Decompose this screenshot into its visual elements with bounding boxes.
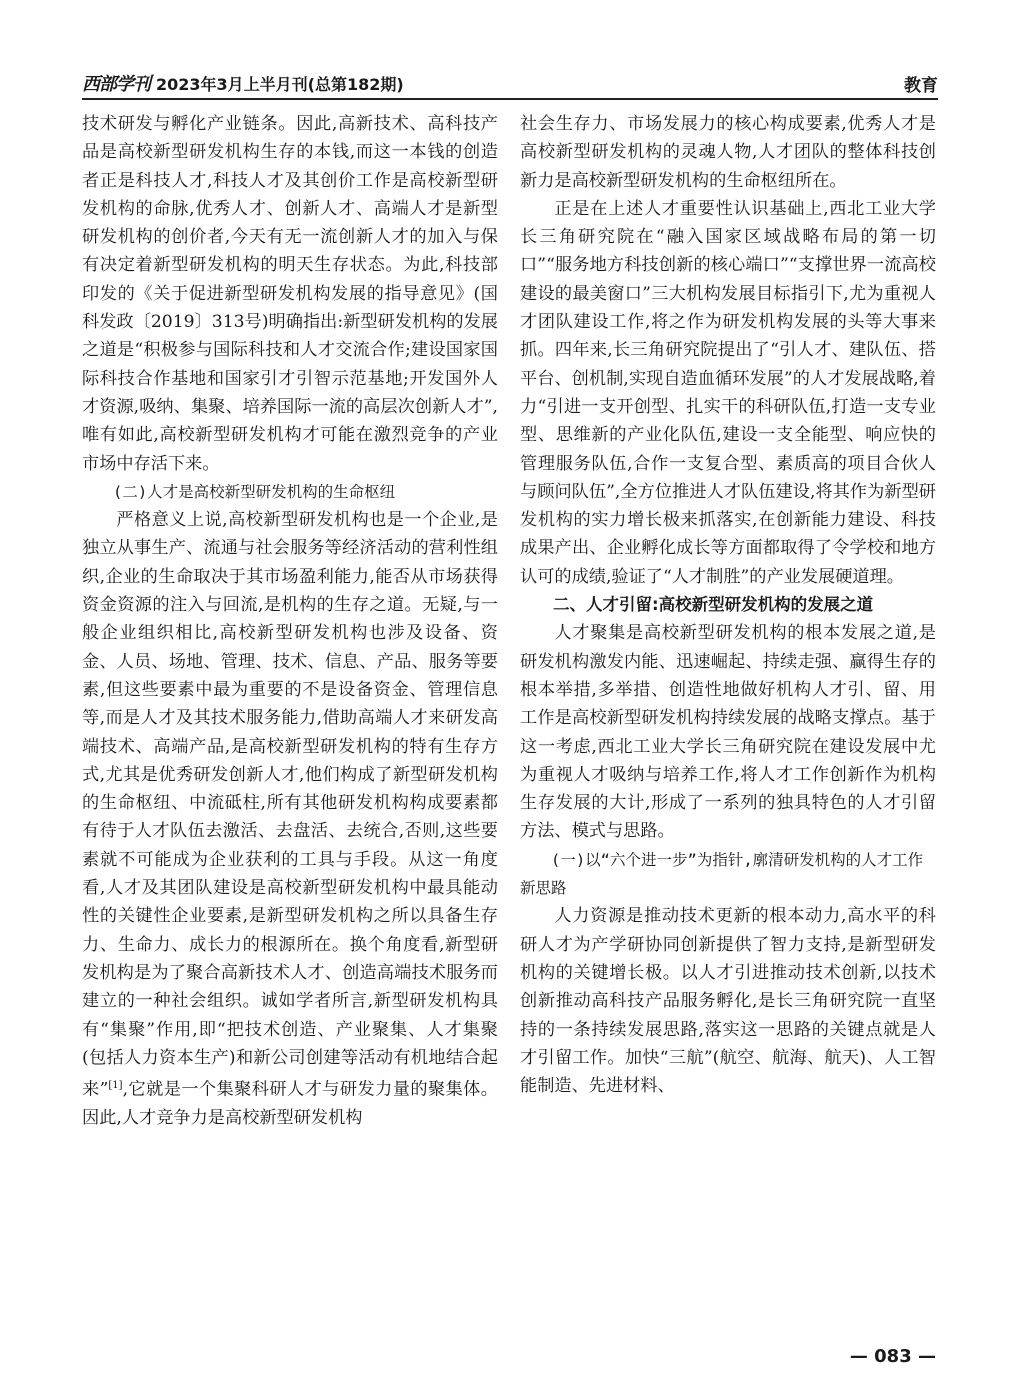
- issue-info: 2023年3月上半月刊(总第182期): [156, 74, 404, 94]
- page-header: [82, 68, 938, 100]
- paragraph-text: 人力资源是推动技术更新的根本动力,高水平的科研人才为产学研协同创新提供了智力支持,是新型研发机构的关键增长极。以人才引进推动技术创新,以技术创新推动高科技产品服务孵化,是长三角研究院一直坚持的一条持续发展思路,落实这一思路的关键点就是人才引留工作。加快“三航”(航空、航海、航天)、人工智能制造、先进材料、: [520, 906, 936, 1097]
- subsection-heading: (一)以“六个进一步”为指针,廓清研发机构的人才工作新思路: [520, 850, 924, 898]
- paragraph-text-tail: ,它就是一个集聚科研人才与研发力量的聚集体。因此,人才竞争力是高校新型研发机构: [82, 1079, 498, 1129]
- journal-logo: 西部学刊: [82, 74, 150, 95]
- page-number: — 083 —: [849, 1346, 936, 1367]
- body-paragraph: [520, 619, 936, 845]
- citation-ref: [1]: [108, 1080, 123, 1092]
- body-paragraph: [82, 506, 498, 1132]
- paragraph-text: 社会生存力、市场发展力的核心构成要素,优秀人才是高校新型研发机构的灵魂人物,人才团队的整体科技创新力是高校新型研发机构的生命枢纽所在。: [520, 114, 936, 191]
- header-left: [82, 70, 404, 96]
- body-paragraph: [520, 902, 936, 1100]
- paragraph-text: 正是在上述人才重要性认识基础上,西北工业大学长三角研究院在“融入国家区域战略布局的第一切口”“服务地方科技创新的核心端口”“支撑世界一流高校建设的最美窗口”三大机构发展目标指引下,尤为重视人才团队建设工作,将之作为研发机构发展的头等大事来抓。四年来,长三角研究院提出了“引人才、建队伍、搭平台、创机制,实现自造血循环发展”的人才发展战略,着力“引进一支开创型、扎实干的科研队伍,打造一支专业型、思维新的产业化队伍,建设一支全能型、响应快的管理服务队伍,合作一支复合型、素质高的项目合伙人与顾问队伍”,全方位推进人才队伍建设,将其作为新型研发机构的实力增长极来抓落实,在创新能力建设、科技成果产出、企业孵化成长等方面都取得了令学校和地方认可的成绩,验证了“人才制胜”的产业发展硬道理。: [520, 198, 936, 587]
- right-column: [520, 110, 936, 1100]
- body-paragraph: [82, 110, 498, 478]
- section-tag: 教育: [904, 75, 938, 96]
- paragraph-text: 严格意义上说,高校新型研发机构也是一个企业,是独立从事生产、流通与社会服务等经济活动的营利性组织,企业的生命取决于其市场盈利能力,能否从市场获得资金资源的注入与回流,是机构的生存之道。无疑,与一般企业组织相比,高校新型研发机构也涉及设备、资金、人员、场地、管理、技术、信息、产品、服务等要素,但这些要素中最为重要的不是设备资金、管理信息等,而是人才及其技术服务能力,借助高端人才来研发高端技术、高端产品,是高校新型研发机构的特有生存方式,尤其是优秀研发创新人才,他们构成了新型研发机构的生命枢纽、中流砥柱,所有其他研发机构构成要素都有待于人才队伍去激活、去盘活、去统合,否则,这些要素就不可能成为企业获利的工具与手段。从这一角度看,人才及其团队建设是高校新型研发机构中最具能动性的关键性企业要素,是新型研发机构之所以具备生存力、生命力、成长力的根源所在。换个角度看,新型研发机构是为了聚合高新技术人才、创造高端技术服务而建立的一种社会组织。诚如学者所言,新型研发机构具有“集聚”作用,即“把技术创造、产业聚集、人才集聚(包括人力资本生产)和新公司创建等活动有机地结合起来”: [82, 510, 498, 1100]
- paragraph-text: 技术研发与孵化产业链条。因此,高新技术、高科技产品是高校新型研发机构生存的本钱,而这一本钱的创造者正是科技人才,科技人才及其创价工作是高校新型研发机构的命脉,优秀人才、创新人才、高端人才是新型研发机构的创价者,今天有无一流创新人才的加入与保有决定着新型研发机构的明天生存状态。为此,科技部印发的《关于促进新型研发机构发展的指导意见》(国科发政〔2019〕313号)明确指出:新型研发机构的发展之道是“积极参与国际科技和人才交流合作;建设国家国际科技合作基地和国家引才引智示范基地;开发国外人才资源,吸纳、集聚、培养国际一流的高层次创新人才”,唯有如此,高校新型研发机构才可能在激烈竞争的产业市场中存活下来。: [82, 114, 498, 474]
- section-heading: 二、人才引留:高校新型研发机构的发展之道: [553, 595, 874, 615]
- body-paragraph: [520, 110, 936, 195]
- paragraph-text: 人才聚集是高校新型研发机构的根本发展之道,是研发机构激发内能、迅速崛起、持续走强、赢得生存的根本举措,多举措、创造性地做好机构人才引、留、用工作是高校新型研发机构持续发展的战略支撑点。基于这一考虑,西北工业大学长三角研究院在建设发展中尤为重视人才吸纳与培养工作,将人才工作创新作为机构生存发展的大计,形成了一系列的独具特色的人才引留方法、模式与思路。: [520, 623, 936, 842]
- subsection-heading: (二)人才是高校新型研发机构的生命枢纽: [113, 482, 396, 501]
- body-paragraph: [520, 195, 936, 591]
- left-column: [82, 110, 498, 1132]
